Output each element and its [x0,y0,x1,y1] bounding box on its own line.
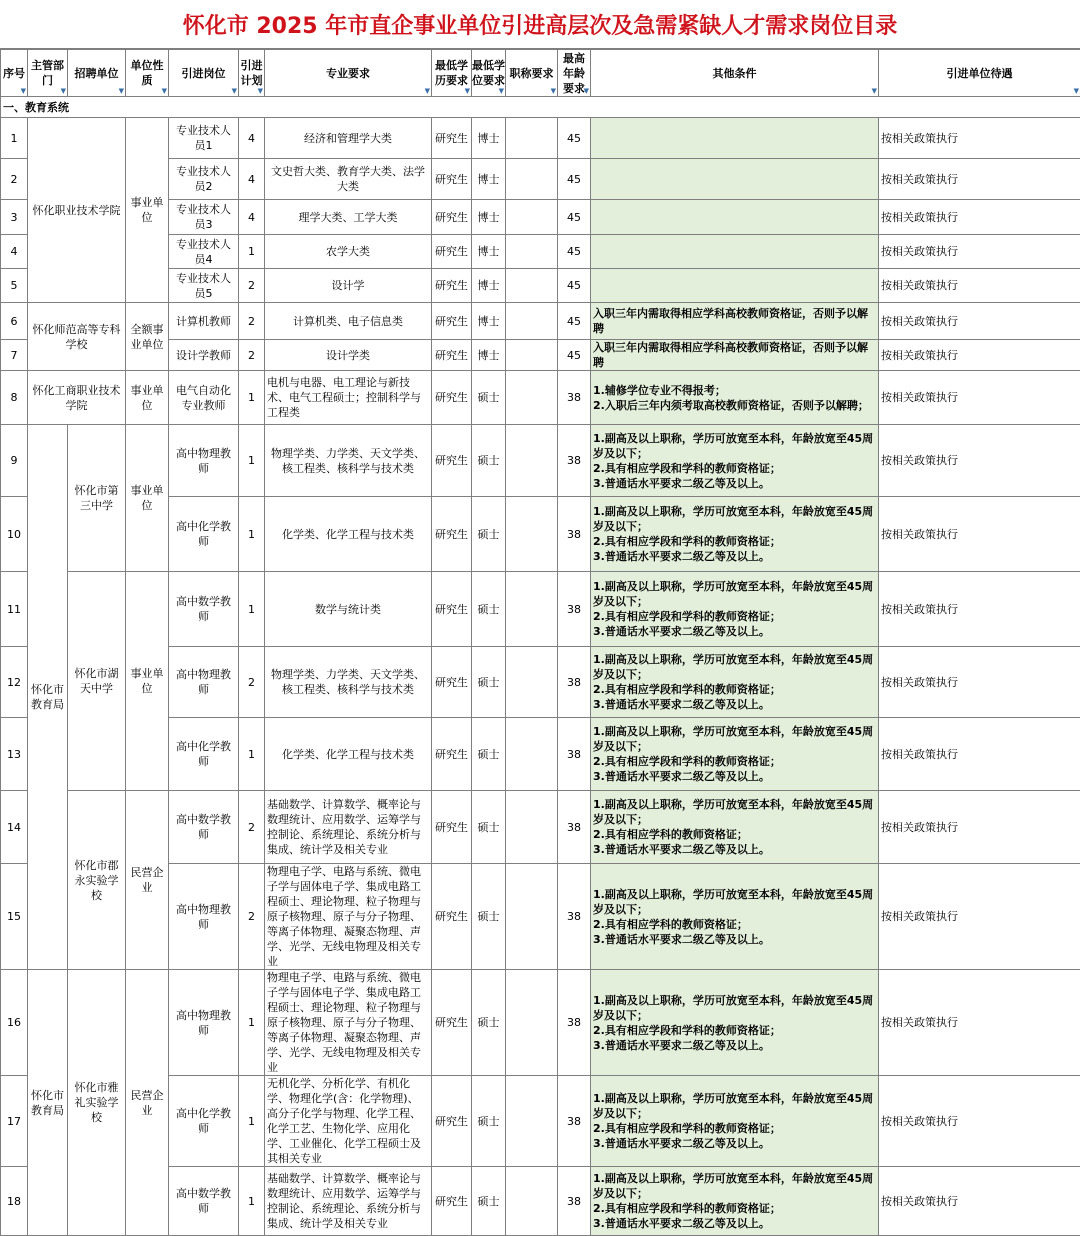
cell-plan[interactable]: 1 [239,1076,265,1167]
cell-age[interactable]: 38 [558,718,591,791]
col-label: 引进单位待遇 [947,67,1013,80]
cond-line: 1.副高及以上职称，学历可放宽至本科，年龄放宽至45周岁及以下； [593,887,876,917]
cond-line: 2.具有相应学科的教师资格证； [593,827,876,842]
cell-age[interactable]: 38 [558,647,591,718]
filter-dropdown-icon[interactable]: ▼ [258,88,263,95]
cell-major[interactable]: 计算机类、电子信息类 [265,303,432,340]
cell-edu[interactable]: 研究生 [432,1167,472,1236]
col-edu[interactable] [432,50,472,97]
cell-other[interactable] [591,1167,879,1236]
cell-edu[interactable]: 研究生 [432,371,472,425]
cell-age[interactable]: 38 [558,371,591,425]
col-label: 引进计划 [241,59,263,87]
cell-degree[interactable]: 博士 [472,340,506,371]
section-title[interactable]: 一、教育系统 [1,97,1080,118]
cell-seq[interactable]: 11 [1,572,28,647]
filter-dropdown-icon[interactable]: ▼ [465,88,470,95]
cell-seq[interactable]: 17 [1,1076,28,1167]
cond-line: 3.普通话水平要求二级乙等及以上。 [593,932,876,947]
cell-nature[interactable]: 事业单位 [126,425,169,572]
cond-line: 1.辅修学位专业不得报考； [593,383,876,398]
filter-dropdown-icon[interactable]: ▼ [584,88,589,95]
filter-dropdown-icon[interactable]: ▼ [21,88,26,95]
cell-title[interactable] [506,425,558,497]
cell-major[interactable]: 物理学类、力学类、天文学类、核工程类、核科学与技术类 [265,647,432,718]
cell-degree[interactable]: 博士 [472,159,506,200]
cell-seq[interactable]: 2 [1,159,28,200]
cell-other[interactable] [591,572,879,647]
cell-edu[interactable]: 研究生 [432,118,472,159]
cell-unit[interactable]: 怀化职业技术学院 [28,118,126,303]
cell-major[interactable]: 设计学类 [265,340,432,371]
cell-plan[interactable]: 2 [239,340,265,371]
cell-dept[interactable]: 怀化市教育局 [28,970,68,1236]
header-row [1,50,1080,97]
cell-other[interactable] [591,647,879,718]
cell-plan[interactable]: 2 [239,647,265,718]
cell-age[interactable]: 38 [558,791,591,864]
cell-degree[interactable]: 硕士 [472,497,506,572]
cell-treat[interactable]: 按相关政策执行 [879,303,1080,340]
cell-seq[interactable]: 12 [1,647,28,718]
filter-dropdown-icon[interactable]: ▼ [1074,88,1079,95]
cell-post[interactable]: 高中数学教师 [169,791,239,864]
cell-other[interactable] [591,159,879,200]
cell-plan[interactable]: 2 [239,864,265,970]
cell-title[interactable] [506,235,558,269]
cell-major[interactable]: 基础数学、计算数学、概率论与数理统计、应用数学、运筹学与控制论、系统理论、系统分析与集成、统计学及相关专业 [265,791,432,864]
cell-other[interactable] [591,970,879,1076]
col-label: 引进岗位 [182,67,226,80]
cell-degree[interactable]: 硕士 [472,1167,506,1236]
col-title[interactable] [506,50,558,97]
cond-line: 1.副高及以上职称，学历可放宽至本科，年龄放宽至45周岁及以下； [593,579,876,609]
job-table [0,49,1080,1236]
cell-edu[interactable]: 研究生 [432,497,472,572]
cell-edu[interactable]: 研究生 [432,970,472,1076]
cell-age[interactable]: 45 [558,200,591,235]
cell-treat[interactable]: 按相关政策执行 [879,235,1080,269]
section-row [1,97,1080,118]
cell-seq[interactable]: 8 [1,371,28,425]
col-plan[interactable] [239,50,265,97]
cell-treat[interactable]: 按相关政策执行 [879,497,1080,572]
filter-dropdown-icon[interactable]: ▼ [872,88,877,95]
cell-major[interactable]: 基础数学、计算数学、概率论与数理统计、应用数学、运筹学与控制论、系统理论、系统分析与集成、统计学及相关专业 [265,1167,432,1236]
cell-seq[interactable]: 18 [1,1167,28,1236]
cell-edu[interactable]: 研究生 [432,572,472,647]
cond-line: 1.副高及以上职称，学历可放宽至本科，年龄放宽至45周岁及以下； [593,797,876,827]
cell-age[interactable]: 45 [558,118,591,159]
cell-major[interactable]: 设计学 [265,269,432,303]
cell-degree[interactable]: 硕士 [472,718,506,791]
cell-post[interactable]: 高中物理教师 [169,425,239,497]
cell-plan[interactable]: 1 [239,497,265,572]
filter-dropdown-icon[interactable]: ▼ [162,88,167,95]
cell-degree[interactable]: 硕士 [472,425,506,497]
cell-treat[interactable]: 按相关政策执行 [879,864,1080,970]
cell-other[interactable] [591,791,879,864]
cell-title[interactable] [506,497,558,572]
cell-treat[interactable]: 按相关政策执行 [879,340,1080,371]
col-label: 最高年龄要求 [563,52,585,95]
cell-seq[interactable]: 14 [1,791,28,864]
col-label: 主管部门 [31,59,64,87]
cell-major[interactable]: 经济和管理学大类 [265,118,432,159]
cell-title[interactable] [506,572,558,647]
cell-age[interactable]: 38 [558,1076,591,1167]
filter-dropdown-icon[interactable]: ▼ [232,88,237,95]
cond-line: 3.普通话水平要求二级乙等及以上。 [593,1136,876,1151]
cell-other[interactable] [591,718,879,791]
cell-major[interactable]: 农学大类 [265,235,432,269]
cell-unit[interactable]: 怀化市湖天中学 [68,572,126,791]
cell-unit[interactable]: 怀化工商职业技术学院 [28,371,126,425]
cell-treat[interactable]: 按相关政策执行 [879,1076,1080,1167]
cell-treat[interactable]: 按相关政策执行 [879,269,1080,303]
cell-title[interactable] [506,864,558,970]
cell-treat[interactable]: 按相关政策执行 [879,371,1080,425]
cond-line: 2.具有相应学科的教师资格证； [593,917,876,932]
table-row [1,371,1080,425]
col-major[interactable] [265,50,432,97]
col-degree[interactable] [472,50,506,97]
cell-post[interactable]: 高中化学教师 [169,718,239,791]
cell-edu[interactable]: 研究生 [432,864,472,970]
cond-line: 2.具有相应学段和学科的教师资格证； [593,682,876,697]
cell-unit[interactable]: 怀化师范高等专科学校 [28,303,126,371]
cell-title[interactable] [506,718,558,791]
cell-plan[interactable]: 1 [239,425,265,497]
cell-treat[interactable]: 按相关政策执行 [879,159,1080,200]
cell-plan[interactable]: 1 [239,235,265,269]
cell-seq[interactable]: 5 [1,269,28,303]
cell-plan[interactable]: 1 [239,718,265,791]
cell-age[interactable]: 38 [558,425,591,497]
cell-edu[interactable]: 研究生 [432,269,472,303]
cell-post[interactable]: 专业技术人员5 [169,269,239,303]
col-label: 专业要求 [326,67,370,80]
col-label: 其他条件 [713,67,757,80]
cell-unit[interactable]: 怀化市雅礼实验学校 [68,970,126,1236]
cell-other[interactable] [591,235,879,269]
cell-post[interactable]: 专业技术人员4 [169,235,239,269]
cell-other[interactable] [591,1076,879,1167]
cell-plan[interactable]: 4 [239,200,265,235]
cell-edu[interactable]: 研究生 [432,235,472,269]
col-label: 职称要求 [510,67,554,80]
cond-line: 1.副高及以上职称，学历可放宽至本科，年龄放宽至45周岁及以下； [593,1171,876,1201]
cell-degree[interactable]: 博士 [472,303,506,340]
cell-edu[interactable]: 研究生 [432,200,472,235]
cell-age[interactable]: 45 [558,269,591,303]
cell-treat[interactable]: 按相关政策执行 [879,425,1080,497]
cell-major[interactable]: 理学大类、工学大类 [265,200,432,235]
cell-nature[interactable]: 民营企业 [126,791,169,970]
cell-plan[interactable]: 1 [239,371,265,425]
cell-degree[interactable]: 博士 [472,235,506,269]
table-row [1,572,1080,647]
cell-post[interactable]: 高中化学教师 [169,1076,239,1167]
cell-edu[interactable]: 研究生 [432,340,472,371]
cell-treat[interactable]: 按相关政策执行 [879,572,1080,647]
cell-post[interactable]: 专业技术人员3 [169,200,239,235]
cell-major[interactable]: 化学类、化学工程与技术类 [265,718,432,791]
cell-title[interactable] [506,647,558,718]
filter-dropdown-icon[interactable]: ▼ [119,88,124,95]
cell-other[interactable] [591,371,879,425]
cell-seq[interactable]: 1 [1,118,28,159]
cond-line: 3.普通话水平要求二级乙等及以上。 [593,624,876,639]
cell-title[interactable] [506,118,558,159]
cell-plan[interactable]: 1 [239,572,265,647]
cell-age[interactable]: 38 [558,864,591,970]
cell-edu[interactable]: 研究生 [432,159,472,200]
cond-line: 2.具有相应学段和学科的教师资格证； [593,754,876,769]
cell-age[interactable]: 38 [558,572,591,647]
cell-title[interactable] [506,340,558,371]
cell-title[interactable] [506,159,558,200]
cond-line: 2.入职后三年内须考取高校教师资格证，否则予以解聘； [593,398,876,413]
cell-degree[interactable]: 博士 [472,269,506,303]
cell-major[interactable]: 数学与统计类 [265,572,432,647]
cell-post[interactable]: 高中物理教师 [169,864,239,970]
cond-line: 3.普通话水平要求二级乙等及以上。 [593,1216,876,1231]
cell-age[interactable]: 45 [558,235,591,269]
table-row [1,791,1080,864]
cell-post[interactable]: 专业技术人员2 [169,159,239,200]
cond-line: 2.具有相应学段和学科的教师资格证； [593,609,876,624]
col-post[interactable] [169,50,239,97]
cell-major[interactable]: 物理学类、力学类、天文学类、核工程类、核科学与技术类 [265,425,432,497]
cell-other[interactable] [591,118,879,159]
col-label: 单位性质 [131,59,164,87]
col-label: 序号 [3,67,25,80]
cell-plan[interactable]: 2 [239,269,265,303]
col-unit[interactable] [68,50,126,97]
cell-title[interactable] [506,269,558,303]
cell-age[interactable]: 45 [558,340,591,371]
cond-line: 1.副高及以上职称，学历可放宽至本科，年龄放宽至45周岁及以下； [593,652,876,682]
cell-other[interactable] [591,864,879,970]
cell-treat[interactable]: 按相关政策执行 [879,970,1080,1076]
cell-edu[interactable]: 研究生 [432,647,472,718]
cell-nature[interactable]: 事业单位 [126,572,169,791]
cell-title[interactable] [506,303,558,340]
cell-treat[interactable]: 按相关政策执行 [879,791,1080,864]
cell-post[interactable]: 高中物理教师 [169,647,239,718]
cond-line: 3.普通话水平要求二级乙等及以上。 [593,549,876,564]
cell-unit[interactable]: 怀化市第三中学 [68,425,126,572]
cond-line: 3.普通话水平要求二级乙等及以上。 [593,697,876,712]
cell-edu[interactable]: 研究生 [432,718,472,791]
cond-line: 2.具有相应学段和学科的教师资格证； [593,1023,876,1038]
cell-other[interactable] [591,497,879,572]
cond-line: 3.普通话水平要求二级乙等及以上。 [593,842,876,857]
cell-major[interactable]: 物理电子学、电路与系统、微电子学与固体电子学、集成电路工程硕士、理论物理、粒子物理与原子核物理、原子与分子物理、等离子体物理、凝聚态物理、声学、光学、无线电物理及相关专业 [265,970,432,1076]
cell-seq[interactable]: 10 [1,497,28,572]
cell-plan[interactable]: 2 [239,791,265,864]
filter-dropdown-icon[interactable]: ▼ [61,88,66,95]
cell-seq[interactable]: 6 [1,303,28,340]
cell-major[interactable]: 化学类、化学工程与技术类 [265,497,432,572]
cond-line: 2.具有相应学段和学科的教师资格证； [593,534,876,549]
cell-other[interactable] [591,200,879,235]
cond-line: 1.副高及以上职称，学历可放宽至本科，年龄放宽至45周岁及以下； [593,431,876,461]
cell-post[interactable]: 专业技术人员1 [169,118,239,159]
cell-age[interactable]: 38 [558,1167,591,1236]
col-label: 最低学位要求 [472,59,505,87]
cell-unit[interactable]: 怀化市郡永实验学校 [68,791,126,970]
cell-plan[interactable]: 4 [239,159,265,200]
cond-line: 2.具有相应学段和学科的教师资格证； [593,461,876,476]
cell-degree[interactable]: 硕士 [472,864,506,970]
cell-seq[interactable]: 15 [1,864,28,970]
cell-post[interactable]: 高中数学教师 [169,572,239,647]
cell-post[interactable]: 高中物理教师 [169,970,239,1076]
cell-major[interactable]: 无机化学、分析化学、有机化学、物理化学(含：化学物理)、高分子化学与物理、化学工程、化学工艺、生物化学、应用化学、工业催化、化学工程硕士及其相关专业 [265,1076,432,1167]
filter-dropdown-icon[interactable]: ▼ [425,88,430,95]
cell-degree[interactable]: 博士 [472,118,506,159]
cell-title[interactable] [506,371,558,425]
cond-line: 1.副高及以上职称，学历可放宽至本科，年龄放宽至45周岁及以下； [593,993,876,1023]
cell-plan[interactable]: 1 [239,970,265,1076]
cell-post[interactable]: 设计学教师 [169,340,239,371]
cond-line: 2.具有相应学段和学科的教师资格证； [593,1201,876,1216]
filter-dropdown-icon[interactable]: ▼ [551,88,556,95]
cell-age[interactable]: 45 [558,303,591,340]
col-dept[interactable] [28,50,68,97]
cell-age[interactable]: 38 [558,497,591,572]
cell-degree[interactable]: 博士 [472,200,506,235]
cell-plan[interactable]: 4 [239,118,265,159]
cell-treat[interactable]: 按相关政策执行 [879,118,1080,159]
cell-edu[interactable]: 研究生 [432,303,472,340]
cell-title[interactable] [506,200,558,235]
cell-age[interactable]: 45 [558,159,591,200]
cell-post[interactable]: 高中数学教师 [169,1167,239,1236]
cell-dept[interactable]: 怀化市教育局 [28,425,68,970]
cell-treat[interactable]: 按相关政策执行 [879,1167,1080,1236]
cell-title[interactable] [506,1076,558,1167]
table-row [1,970,1080,1076]
cell-other[interactable] [591,425,879,497]
filter-dropdown-icon[interactable]: ▼ [499,88,504,95]
cell-degree[interactable]: 硕士 [472,1076,506,1167]
col-other[interactable] [591,50,879,97]
page-title: 怀化市 2025 年市直企事业单位引进高层次及急需紧缺人才需求岗位目录 [0,0,1080,49]
cell-seq[interactable]: 3 [1,200,28,235]
table-row [1,425,1080,497]
cell-nature[interactable]: 民营企业 [126,970,169,1236]
cell-nature[interactable]: 事业单位 [126,371,169,425]
col-label: 招聘单位 [75,67,119,80]
cell-treat[interactable]: 按相关政策执行 [879,718,1080,791]
cell-major[interactable]: 电机与电器、电工理论与新技术、电气工程硕士；控制科学与工程类 [265,371,432,425]
cond-line: 1.副高及以上职称，学历可放宽至本科，年龄放宽至45周岁及以下； [593,504,876,534]
cell-other[interactable]: 入职三年内需取得相应学科高校教师资格证，否则予以解聘 [591,303,879,340]
cell-nature[interactable]: 事业单位 [126,118,169,303]
cond-line: 1.副高及以上职称，学历可放宽至本科，年龄放宽至45周岁及以下； [593,1091,876,1121]
cell-degree[interactable]: 硕士 [472,647,506,718]
cell-edu[interactable]: 研究生 [432,1076,472,1167]
cell-major[interactable]: 文史哲大类、教育学大类、法学大类 [265,159,432,200]
cell-major[interactable]: 物理电子学、电路与系统、微电子学与固体电子学、集成电路工程硕士、理论物理、粒子物理与原子核物理、原子与分子物理、等离子体物理、凝聚态物理、声学、光学、无线电物理及相关专业 [265,864,432,970]
cell-plan[interactable]: 2 [239,303,265,340]
cell-degree[interactable]: 硕士 [472,791,506,864]
cell-title[interactable] [506,970,558,1076]
cell-edu[interactable]: 研究生 [432,791,472,864]
cell-title[interactable] [506,1167,558,1236]
cell-title[interactable] [506,791,558,864]
cond-line: 1.副高及以上职称，学历可放宽至本科，年龄放宽至45周岁及以下； [593,724,876,754]
col-treat[interactable] [879,50,1080,97]
cell-treat[interactable]: 按相关政策执行 [879,647,1080,718]
cell-seq[interactable]: 9 [1,425,28,497]
cell-post[interactable]: 高中化学教师 [169,497,239,572]
col-seq[interactable] [1,50,28,97]
cell-degree[interactable]: 硕士 [472,970,506,1076]
col-nature[interactable] [126,50,169,97]
cell-age[interactable]: 38 [558,970,591,1076]
cell-seq[interactable]: 7 [1,340,28,371]
cell-seq[interactable]: 16 [1,970,28,1076]
cell-plan[interactable]: 1 [239,1167,265,1236]
cell-seq[interactable]: 13 [1,718,28,791]
cell-edu[interactable]: 研究生 [432,425,472,497]
cell-post[interactable]: 电气自动化专业教师 [169,371,239,425]
cell-nature[interactable]: 全额事业单位 [126,303,169,371]
table-row [1,118,1080,159]
cond-line: 3.普通话水平要求二级乙等及以上。 [593,476,876,491]
cell-other[interactable] [591,269,879,303]
col-label: 最低学历要求 [435,59,468,87]
cell-seq[interactable]: 4 [1,235,28,269]
table-row [1,303,1080,340]
cell-other[interactable]: 入职三年内需取得相应学科高校教师资格证，否则予以解聘 [591,340,879,371]
cond-line: 3.普通话水平要求二级乙等及以上。 [593,769,876,784]
cond-line: 2.具有相应学段和学科的教师资格证； [593,1121,876,1136]
cell-degree[interactable]: 硕士 [472,371,506,425]
cell-treat[interactable]: 按相关政策执行 [879,200,1080,235]
cell-degree[interactable]: 硕士 [472,572,506,647]
col-age[interactable] [558,50,591,97]
cell-post[interactable]: 计算机教师 [169,303,239,340]
cond-line: 3.普通话水平要求二级乙等及以上。 [593,1038,876,1053]
